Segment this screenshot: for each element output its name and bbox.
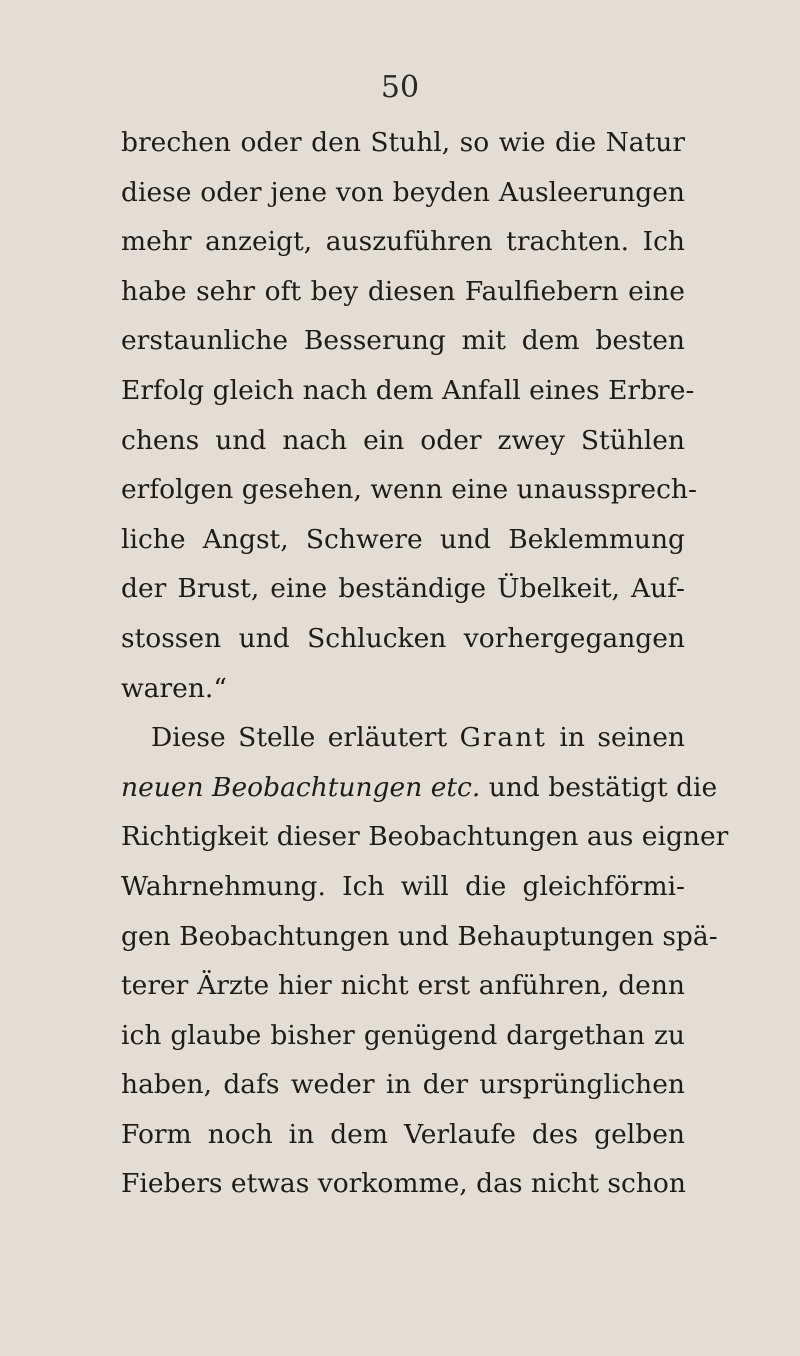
text-segment: erfolgen gesehen, wenn eine unaussprech- — [121, 474, 697, 506]
text-line — [121, 1011, 685, 1061]
text-segment: neuen Beobachtungen etc. — [121, 771, 481, 803]
text-line — [121, 713, 685, 763]
text-line — [121, 465, 697, 515]
text-segment: Richtigkeit dieser Beobachtungen aus eigner — [121, 821, 729, 853]
text-segment: mehr anzeigt, auszuführen trachten. Ich — [121, 226, 685, 258]
text-line — [121, 1060, 685, 1110]
text-segment: Fiebers etwas vorkomme, das nicht schon — [121, 1168, 686, 1200]
text-segment: Grant — [459, 722, 547, 754]
text-segment: terer Ärzte hier nicht erst anführen, denn — [121, 970, 685, 1002]
text-segment: chens und nach ein oder zwey Stühlen — [121, 424, 685, 456]
text-segment: und bestätigt die — [480, 771, 718, 803]
text-segment: haben, dafs weder in der ursprünglichen — [121, 1069, 685, 1101]
text-segment: diese oder jene von beyden Ausleerungen — [121, 176, 685, 208]
text-segment: Erfolg gleich nach dem Anfall eines Erbre- — [121, 374, 695, 406]
text-segment: Diese Stelle erläutert — [151, 722, 460, 754]
text-line — [121, 217, 685, 267]
text-line — [121, 564, 685, 614]
text-segment: Wahrnehmung. Ich will die gleichförmi- — [121, 870, 685, 902]
text-line — [121, 168, 685, 218]
text-line — [121, 1110, 685, 1160]
text-line — [121, 1159, 685, 1209]
text-line — [121, 961, 685, 1011]
text-line — [121, 763, 718, 813]
text-segment: der Brust, eine beständige Übelkeit, Auf- — [121, 573, 685, 605]
text-line — [121, 515, 685, 565]
text-segment: ich glaube bisher genügend dargethan zu — [121, 1019, 685, 1051]
text-line — [121, 118, 685, 168]
body-text — [121, 118, 729, 1209]
text-line — [121, 316, 685, 366]
text-segment: gen Beobachtungen und Behauptungen spä- — [121, 920, 718, 952]
text-segment: stossen und Schlucken vorhergegangen — [121, 622, 685, 654]
text-segment: habe sehr oft bey diesen Faulfiebern eine — [121, 275, 685, 307]
text-segment: in seinen — [546, 722, 686, 754]
text-line — [121, 416, 685, 466]
text-line — [121, 812, 729, 862]
text-segment: brechen oder den Stuhl, so wie die Natur — [121, 127, 685, 158]
text-segment: liche Angst, Schwere und Beklemmung — [121, 523, 685, 555]
page-number: 50 — [380, 70, 420, 105]
text-line — [121, 912, 718, 962]
text-line — [121, 366, 695, 416]
text-line — [121, 267, 685, 317]
text-line — [121, 664, 685, 714]
text-line — [121, 862, 685, 912]
text-line — [121, 614, 685, 664]
text-segment: Form noch in dem Verlaufe des gelben — [121, 1118, 685, 1150]
text-segment: erstaunliche Besserung mit dem besten — [121, 325, 685, 357]
text-segment: waren.“ — [121, 672, 227, 704]
